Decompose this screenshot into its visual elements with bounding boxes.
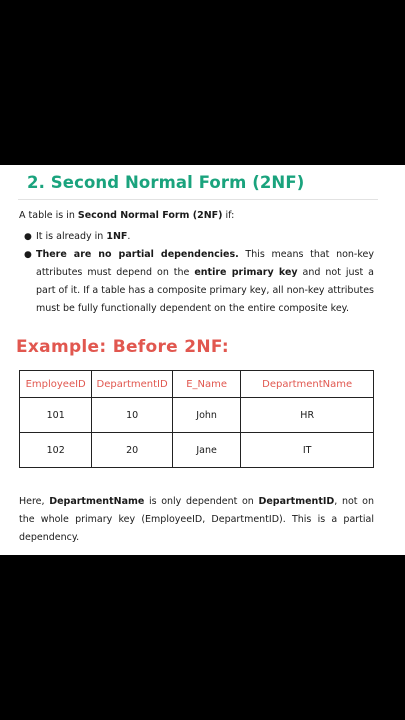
table-cell: 20 (92, 433, 173, 468)
example-title: Example: Before 2NF: (16, 337, 229, 357)
section-heading: 2. Second Normal Form (2NF) (27, 173, 305, 192)
column-header-employee-id: EmployeeID (20, 371, 92, 398)
bullet-icon: ● (24, 250, 32, 260)
list-item (24, 228, 374, 246)
heading-divider (18, 199, 378, 200)
bullet-2-bold: entire primary key (194, 267, 298, 278)
table-cell: Jane (172, 433, 240, 468)
note-part-2: is only dependent on (144, 496, 259, 507)
note-term-1: DepartmentName (49, 496, 145, 507)
table-cell: John (172, 398, 240, 433)
table-cell: 102 (20, 433, 92, 468)
table-row (20, 398, 374, 433)
table-cell: HR (241, 398, 374, 433)
note-term-2: DepartmentID (258, 496, 335, 507)
bullet-icon: ● (24, 232, 32, 242)
table-header-row (20, 371, 374, 398)
bullet-2-post: and not just a part of it. If a table has a composite primary key, all non-key attributes must be fully functionally dependent on the entire composite key. (36, 267, 374, 314)
example-table (19, 370, 374, 468)
bullet-2-pre: This means that non-key attributes must depend on the (36, 249, 374, 278)
requirements-list (24, 228, 374, 318)
explanation-note (19, 493, 374, 547)
bullet-2-lead: There are no partial dependencies. (36, 249, 239, 260)
column-header-e-name: E_Name (172, 371, 240, 398)
intro-term: Second Normal Form (2NF) (77, 210, 223, 221)
bullet-1-pre: It is already in (36, 231, 107, 242)
intro-text (19, 210, 234, 221)
column-header-department-id: DepartmentID (92, 371, 173, 398)
intro-prefix: A table is in (19, 210, 78, 221)
note-part-3: , not on the whole primary key (EmployeeID, DepartmentID). This is a partial dependency. (19, 496, 374, 543)
table-cell: IT (241, 433, 374, 468)
list-item (24, 246, 374, 318)
table-cell: 101 (20, 398, 92, 433)
note-part-1: Here, (19, 496, 50, 507)
bullet-1-bold: 1NF (106, 231, 128, 242)
column-header-department-name: DepartmentName (241, 371, 374, 398)
bullet-1-post: . (127, 231, 131, 242)
table-cell: 10 (92, 398, 173, 433)
table-row (20, 433, 374, 468)
document-page (0, 165, 405, 555)
intro-suffix: if: (222, 210, 235, 221)
